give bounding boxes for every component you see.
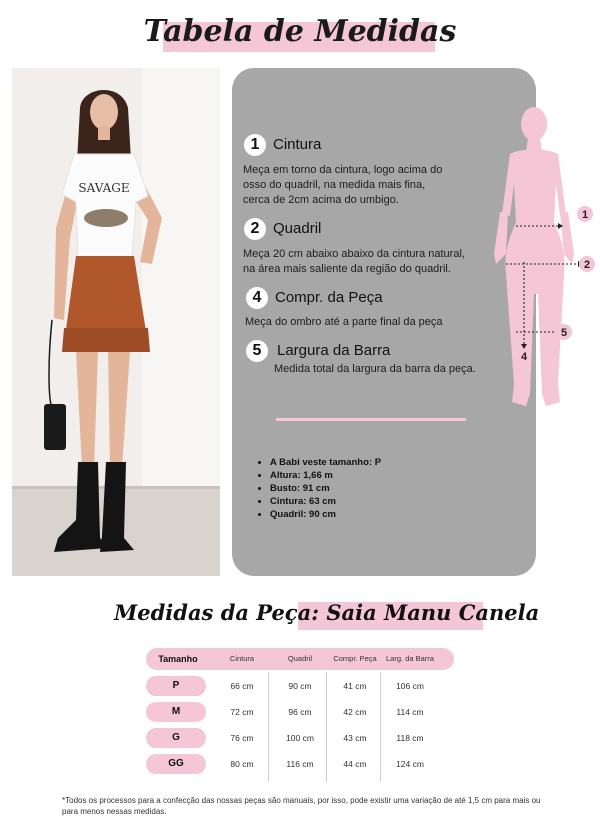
figure-label-waist: 1	[581, 209, 589, 221]
value-largura: 106 cm	[396, 681, 424, 691]
section-title-product: Saia Manu Canela	[326, 600, 540, 625]
header-largura: Larg. da Barra	[386, 654, 434, 663]
size-label: P	[146, 676, 206, 696]
table-row	[146, 676, 446, 698]
measure-desc-largura: Medida total da largura da barra da peça.	[274, 363, 476, 375]
model-size: • A Babi veste tamanho: P	[270, 456, 381, 469]
value-quadril: 96 cm	[288, 707, 312, 717]
figure-label-length: 4	[520, 351, 528, 363]
size-label: M	[146, 702, 206, 722]
header-quadril: Quadril	[287, 654, 313, 663]
value-largura: 114 cm	[396, 707, 424, 717]
shirt-print-text: SAVAGE	[78, 181, 130, 195]
value-comprimento: 43 cm	[343, 733, 367, 743]
page-header	[0, 14, 600, 58]
value-quadril: 116 cm	[286, 759, 314, 769]
body-silhouette-figure	[486, 104, 596, 410]
size-label: GG	[146, 754, 206, 774]
model-info-list	[258, 456, 381, 521]
model-photo	[12, 68, 220, 576]
measure-number-badge: 5	[246, 340, 268, 362]
measure-number-badge: 4	[246, 287, 268, 309]
footnote: *Todos os processos para a confecção das nossas peças são manuais, por isso, pode existir uma variação de até 1,5 cm para mais ou para menos nessas medidas.	[62, 796, 541, 816]
measure-title-largura: Largura da Barra	[277, 342, 391, 359]
header-comprimento: Compr. Peça	[333, 654, 377, 663]
value-comprimento: 42 cm	[343, 707, 367, 717]
size-label: G	[146, 728, 206, 748]
model-bust: • Busto: 91 cm	[270, 482, 381, 495]
figure-label-hem: 5	[560, 327, 568, 339]
value-cintura: 66 cm	[230, 681, 254, 691]
model-hip: • Quadril: 90 cm	[270, 508, 381, 521]
measure-desc-cintura: Meça em torno da cintura, logo acima do osso do quadril, na medida mais fina, cerca de 2cm acima do umbigo.	[243, 164, 443, 206]
measure-title-quadril: Quadril	[273, 220, 322, 237]
value-quadril: 90 cm	[288, 681, 312, 691]
model-waist: • Cintura: 63 cm	[270, 495, 381, 508]
header-tamanho: Tamanho	[158, 654, 198, 664]
value-largura: 124 cm	[396, 759, 424, 769]
value-comprimento: 44 cm	[343, 759, 367, 769]
section-header	[0, 598, 600, 634]
size-table	[146, 648, 456, 782]
table-row	[146, 728, 446, 750]
table-row	[146, 754, 446, 776]
page-title: Tabela de Medidas	[143, 14, 457, 49]
measure-number-badge: 2	[244, 218, 266, 240]
value-comprimento: 41 cm	[343, 681, 367, 691]
measure-title-comprimento: Compr. da Peça	[275, 289, 383, 306]
model-height: • Altura: 1,66 m	[270, 469, 381, 482]
value-cintura: 80 cm	[230, 759, 254, 769]
section-title-prefix: Medidas da Peça:	[114, 600, 320, 625]
pink-divider	[276, 418, 466, 421]
section-title	[114, 600, 539, 625]
value-cintura: 72 cm	[230, 707, 254, 717]
measure-title-cintura: Cintura	[273, 136, 322, 153]
value-quadril: 100 cm	[286, 733, 314, 743]
measure-desc-quadril: Meça 20 cm abaixo abaixo da cintura natural, na área mais saliente da região do quadril.	[243, 248, 465, 275]
measure-desc-comprimento: Meça do ombro até a parte final da peça	[245, 316, 443, 328]
value-largura: 118 cm	[396, 733, 424, 743]
header-cintura: Cintura	[229, 654, 255, 663]
value-cintura: 76 cm	[230, 733, 254, 743]
model-illustration	[12, 68, 220, 576]
table-row	[146, 702, 446, 724]
figure-label-hip: 2	[583, 259, 591, 271]
measure-number-badge: 1	[244, 134, 266, 156]
